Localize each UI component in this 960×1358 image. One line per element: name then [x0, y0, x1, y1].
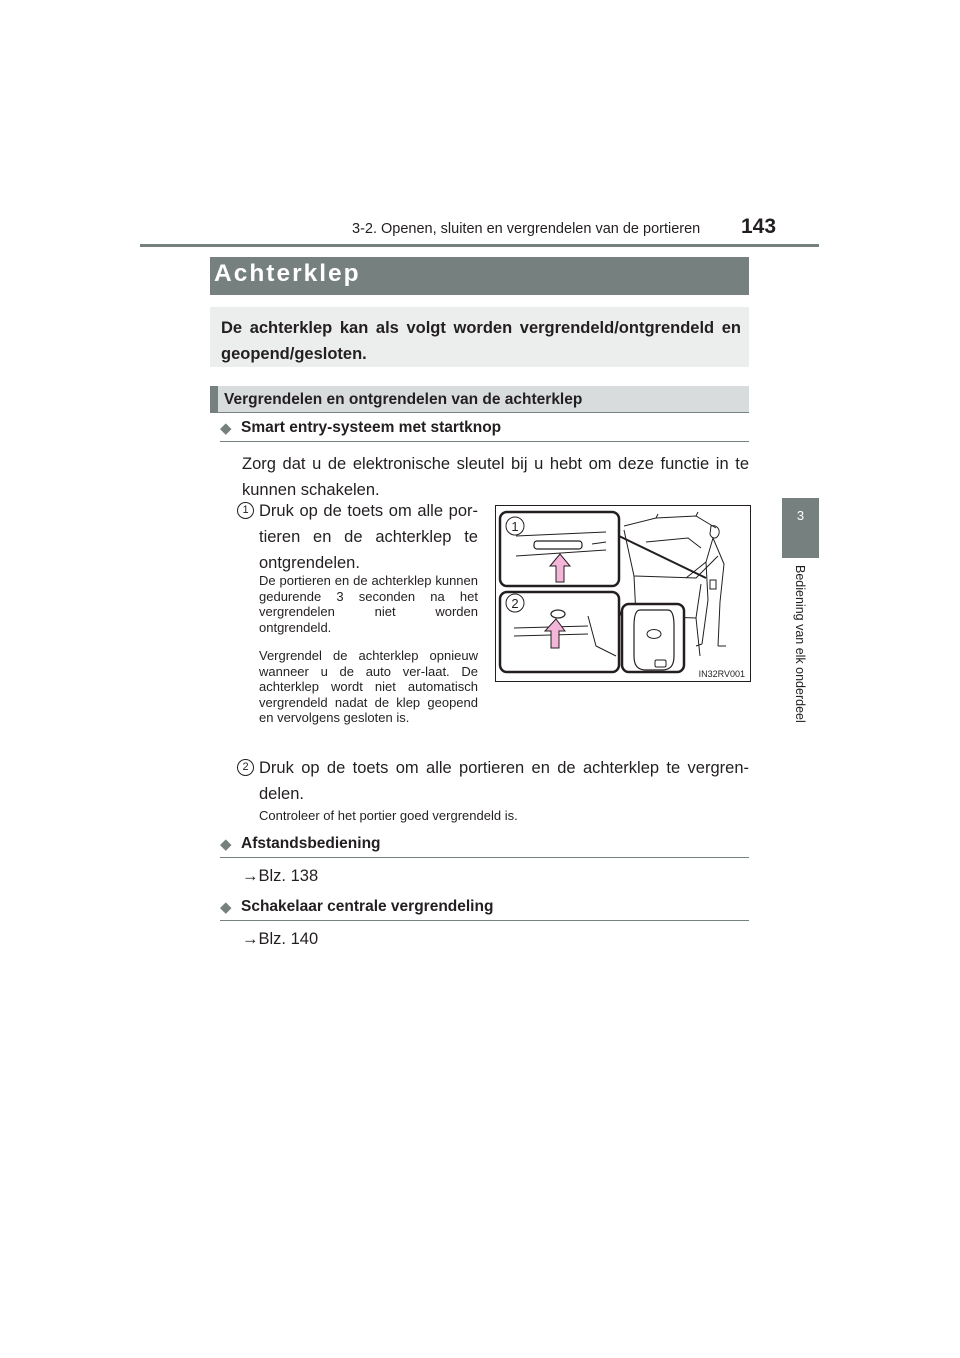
illustration-drawing — [496, 506, 750, 681]
step-1-text: Druk op de toets om alle por-tieren en de achterklep te ontgrendelen. — [259, 502, 478, 572]
header-rule — [140, 244, 819, 247]
chapter-label: Bediening van elk onderdeel — [793, 565, 807, 723]
subsection-marker — [210, 386, 218, 413]
running-header: 3-2. Openen, sluiten en vergrendelen van de portieren — [352, 221, 701, 237]
chapter-tab — [782, 498, 819, 558]
page-title: Achterklep — [214, 260, 361, 287]
step-2-text: Druk op de toets om alle portieren en de achterklep te vergren-delen. — [259, 759, 749, 803]
remote-heading: Afstandsbediening — [241, 835, 381, 852]
figure-code: IN32RV001 — [698, 669, 745, 679]
central-lock-page-link[interactable]: →Blz. 140 — [242, 930, 319, 948]
step-1-number: 1 — [237, 502, 254, 519]
chapter-number: 3 — [796, 508, 805, 523]
remote-page-link[interactable]: →Blz. 138 — [242, 867, 319, 885]
intro-text: De achterklep kan als volgt worden vergrendeld/ontgrendeld en geopend/gesloten. — [221, 319, 741, 363]
illustration — [495, 505, 751, 682]
electronic-key-icon — [622, 604, 684, 672]
remote-rule — [220, 857, 749, 858]
step-1-note-2: Vergrendel de achterklep opnieuw wanneer u de auto ver-laat. De achterklep wordt niet automatisch vergrendeld nadat de klep geopend en vervolgens gesloten is. — [259, 648, 478, 725]
diamond-bullet-icon: ◆ — [220, 420, 232, 437]
step-2-number: 2 — [237, 759, 254, 776]
smart-entry-rule — [220, 441, 749, 442]
diamond-bullet-icon: ◆ — [220, 836, 232, 853]
diamond-bullet-icon: ◆ — [220, 899, 232, 916]
subsection-rule — [210, 412, 749, 413]
callout-2: 2 — [511, 596, 519, 611]
central-lock-heading: Schakelaar centrale vergrendeling — [241, 898, 494, 915]
page-number: 143 — [741, 215, 777, 238]
subsection-heading: Vergrendelen en ontgrendelen van de achterklep — [224, 391, 583, 408]
step-2-note: Controleer of het portier goed vergrendeld is. — [259, 808, 518, 823]
callout-1: 1 — [511, 519, 519, 534]
central-lock-rule — [220, 920, 749, 921]
step-1-note-1: De portieren en de achterklep kunnen gedurende 3 seconden na het vergrendelen niet worden ontgrendeld. — [259, 573, 478, 635]
smart-entry-intro: Zorg dat u de elektronische sleutel bij u hebt om deze functie in te kunnen schakelen. — [242, 455, 749, 499]
smart-entry-heading: Smart entry-systeem met startknop — [241, 419, 502, 436]
